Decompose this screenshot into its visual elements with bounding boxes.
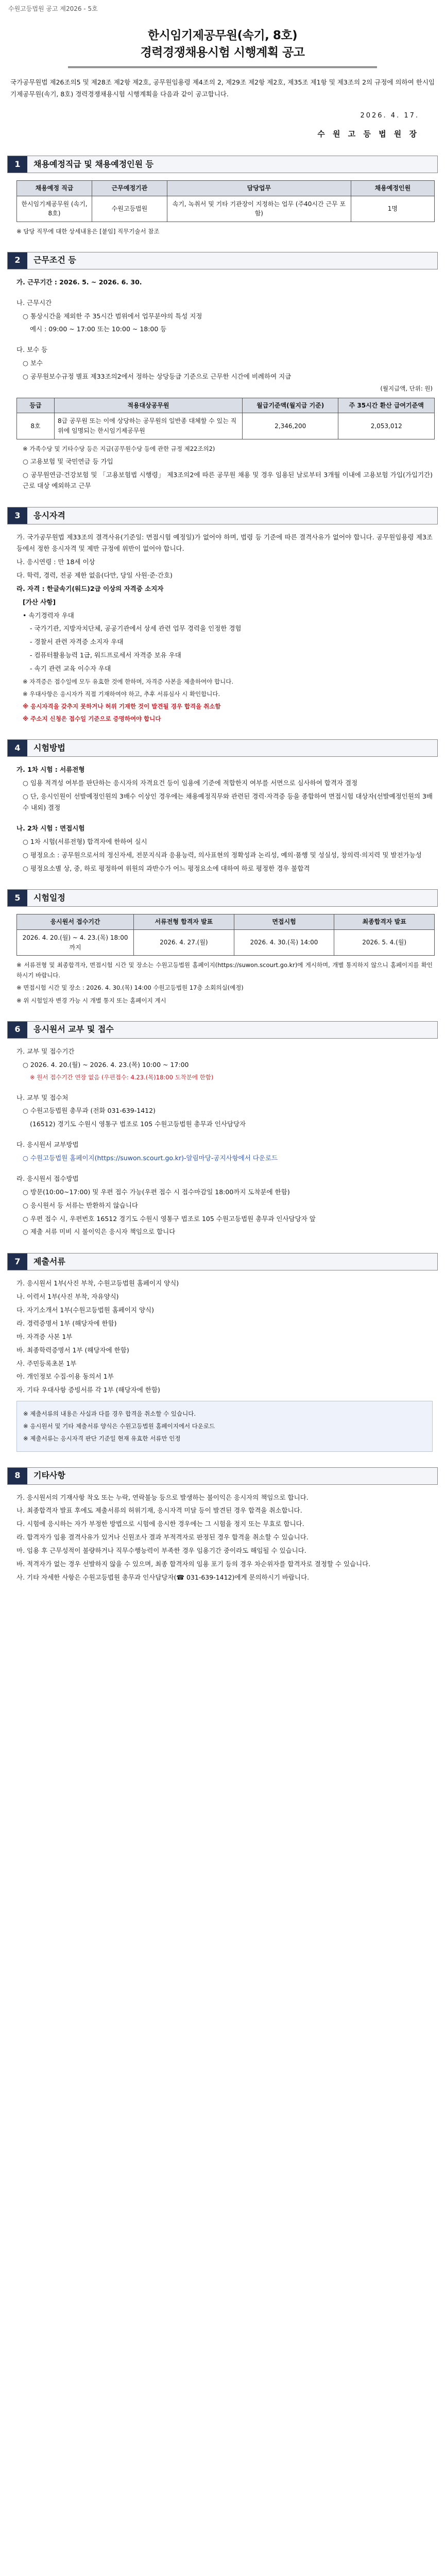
section-number: 6 <box>8 1022 27 1038</box>
table-header: 채용예정 직급 <box>17 180 92 196</box>
paragraph: 다. 응시원서 교부방법 <box>16 1141 79 1149</box>
section-note: ※ 담당 직무에 대한 상세내용은 [붙임] 직무기술서 참조 <box>16 227 160 235</box>
table-row <box>17 413 435 439</box>
title-line-1: 한시임기제공무원(속기, 8호) <box>147 28 298 42</box>
table-header: 등급 <box>17 398 55 413</box>
title-block <box>68 27 377 69</box>
section-header-3 <box>7 507 438 524</box>
notice-signer: 수 원 고 등 법 원 장 <box>317 129 419 139</box>
table-row <box>17 930 435 956</box>
paragraph: 다. 자기소개서 1부(수원고등법원 홈페이지 양식) <box>16 1306 154 1314</box>
paragraph: (16512) 경기도 수원시 영통구 법조로 105 수원고등법원 총무과 인사담당자 <box>30 1120 246 1128</box>
paragraph: 바. 최종학력증명서 1부 (해당자에 한함) <box>16 1346 129 1354</box>
paragraph: - 경찰서 관련 자격증 소지자 우대 <box>30 638 124 646</box>
section-title: 시험일정 <box>27 890 437 906</box>
paragraph: 나. 근무시간 <box>16 298 52 307</box>
table-cell: 2026. 4. 27.(월) <box>134 930 234 956</box>
table-cell: 수원고등법원 <box>92 196 167 222</box>
paragraph: ※ 면접시험 시간 및 장소 : 2026. 4. 30.(목) 14:00 수원고등법원 17층 소회의실(예정) <box>16 984 244 992</box>
section-title: 응시자격 <box>27 507 437 524</box>
table-header: 최종합격자 발표 <box>334 914 435 930</box>
notice-box <box>16 1401 433 1451</box>
section-header-7 <box>7 1253 438 1270</box>
table-cell: 1명 <box>351 196 434 222</box>
table-header: 주 35시간 환산 급여기준액 <box>338 398 435 413</box>
paragraph: ○ 고용보험 및 국민연금 등 가입 <box>23 457 113 465</box>
paragraph: ○ 임용 적격성 여부를 판단하는 응시자의 자격요건 등이 임용에 기준에 적합한지 여부를 서면으로 심사하여 합격자 결정 <box>23 779 358 787</box>
paragraph: ※ 원서 접수기간 연장 없음 (우편접수: 4.23.(목)18:00 도착분에 한함) <box>30 1074 214 1081</box>
section-title: 응시원서 교부 및 접수 <box>27 1022 437 1038</box>
table-cell: 속기, 녹취서 및 기타 기관장이 지정하는 업무 (주40시간 근무 포함) <box>167 196 351 222</box>
section-number: 8 <box>8 1468 27 1484</box>
section-title: 채용예정직급 및 채용예정인원 등 <box>27 156 437 173</box>
paragraph: 가. 응시원서 1부(사진 부착, 수원고등법원 홈페이지 양식) <box>16 1279 179 1287</box>
paragraph: ○ 우편 접수 시, 우편번호 16512 경기도 수원시 영통구 법조로 105 수원고등법원 총무과 인사담당자 앞 <box>23 1214 316 1223</box>
paragraph: 가. 1차 시험 : 서류전형 <box>16 766 85 774</box>
paragraph: ○ 제출 서류 미비 시 불이익은 응시자 책임으로 합니다 <box>23 1228 176 1236</box>
paragraph: - 국가기관, 지방자치단체, 공공기관에서 상세 관련 업무 경력을 인정한 경험 <box>30 624 242 633</box>
paragraph: [가산 사항] <box>23 598 56 606</box>
paragraph: • 속기경력자 우대 <box>23 611 74 619</box>
paragraph: 가. 국가공무원법 제33조의 결격사유(기준일: 면접시험 예정일)가 없어야 하며, 법령 등 기준에 따른 결격사유가 없어야 합니다. 공무원임용령 제3조 등에서 정한 응시자격 및 제반 규정에 위반이 없어야 합니다. <box>16 533 433 553</box>
paragraph: ※ 응시원서 및 기타 제출서류 양식은 수원고등법원 홈페이지에서 다운로드 <box>23 1422 215 1430</box>
paragraph: ○ 단, 응시인원이 선발예정인원의 3배수 이상인 경우에는 채용예정직무와 관련된 경력·자격증 등을 종합하여 면접시험 대상자(선발예정인원의 3배수 내외) 결정 <box>23 792 433 812</box>
paragraph: 예시 : 09:00 ~ 17:00 또는 10:00 ~ 18:00 등 <box>30 325 167 333</box>
table-cell: 8호 <box>17 413 55 439</box>
section-header-2 <box>7 252 438 269</box>
paragraph: ○ 수원고등법원 총무과 (전화 031-639-1412) <box>23 1107 156 1115</box>
table-header-row <box>17 398 435 413</box>
section-title: 근무조건 등 <box>27 252 437 269</box>
paragraph: ※ 자격증은 접수일에 모두 유효한 것에 한하며, 자격증 사본을 제출하여야 합니다. <box>23 677 233 685</box>
notice-number: 수원고등법원 공고 제2026 - 5호 <box>8 5 98 12</box>
paragraph: 라. 경력증명서 1부 (해당자에 한함) <box>16 1319 117 1327</box>
paragraph: 나. 2차 시험 : 면접시험 <box>16 824 85 832</box>
paragraph: ※ 위 시험일자 변경 가능 시 개별 통지 또는 홈페이지 게시 <box>16 996 166 1004</box>
table-header: 면접시험 <box>234 914 334 930</box>
position-table <box>16 180 435 222</box>
paragraph: ○ 응시원서 등 서류는 반환하지 않습니다 <box>23 1201 138 1209</box>
paragraph: 가. 근무기간 : 2026. 5. ~ 2026. 6. 30. <box>16 278 142 286</box>
paragraph: 아. 개인정보 수집·이용 동의서 1부 <box>16 1372 114 1381</box>
section-number: 7 <box>8 1253 27 1270</box>
schedule-table <box>16 914 435 956</box>
table-header-row <box>17 914 435 930</box>
paragraph: 라. 응시원서 접수방법 <box>16 1174 79 1182</box>
paragraph: 다. 시험에 응시하는 자가 부정한 방법으로 시험에 응시한 경우에는 그 시험을 정지 또는 무효로 합니다. <box>16 1520 304 1528</box>
paragraph: - 컴퓨터활용능력 1급, 워드프로세서 자격증 보유 우대 <box>30 651 181 659</box>
table-cell: 2026. 4. 30.(목) 14:00 <box>234 930 334 956</box>
section-header-5 <box>7 889 438 907</box>
paragraph: 바. 적격자가 없는 경우 선발하지 않을 수 있으며, 최종 합격자의 임용 포기 등의 경우 차순위자를 합격자로 결정할 수 있습니다. <box>16 1560 371 1568</box>
paragraph: 나. 교부 및 접수처 <box>16 1093 69 1101</box>
section-number: 2 <box>8 252 27 269</box>
paragraph: ○ 평정요소 : 공무원으로서의 정신자세, 전문지식과 응용능력, 의사표현의 정확성과 논리성, 예의·품행 및 성실성, 창의력·의지력 및 발전가능성 <box>23 851 422 859</box>
table-header: 담당업무 <box>167 180 351 196</box>
paragraph: ※ 제출서류의 내용은 사실과 다를 경우 합격을 취소할 수 있습니다. <box>23 1410 196 1418</box>
table-header: 적용대상공무원 <box>54 398 242 413</box>
table-cell: 2,346,200 <box>242 413 338 439</box>
paragraph: 자. 기타 우대사항 증빙서류 각 1부 (해당자에 한함) <box>16 1386 160 1394</box>
paragraph: 가. 교부 및 접수기간 <box>16 1047 75 1055</box>
section-title: 시험방법 <box>27 740 437 756</box>
section-header-4 <box>7 739 438 757</box>
table-row <box>17 196 435 222</box>
paragraph: 마. 자격증 사본 1부 <box>16 1332 73 1341</box>
section-header-8 <box>7 1467 438 1485</box>
pay-table <box>16 398 435 439</box>
table-header: 월급기준액(월지급 기준) <box>242 398 338 413</box>
paragraph: 마. 임용 후 근무성적이 불량하거나 직무수행능력이 부족한 경우 임용기간 중이라도 해임될 수 있습니다. <box>16 1547 306 1555</box>
paragraph: ○ 방문(10:00~17:00) 및 우편 접수 가능(우편 접수 시 접수마감일 18:00까지 도착분에 한함) <box>23 1188 290 1196</box>
table-cell: 8급 공무원 또는 이에 상당하는 공무원의 일반종 대체할 수 있는 직위에 임명되는 한시임기제공무원 <box>54 413 242 439</box>
intro-paragraph: 국가공무원법 제26조의5 및 제28조 제2항 제2호, 공무원임용령 제4조의 2, 제29조 제2항 제2호, 제35조 제1항 및 제3조의 2의 규정에 의하여 한시임기제공무원(속기, 8호) 경력경쟁채용시험 시행계획을 다음과 같이 공고합니다. <box>10 78 435 98</box>
paragraph: ○ 공무원보수규정 별표 제33조의2에서 정하는 상당등급 기준으로 근무한 시간에 비례하여 지급 <box>23 372 292 381</box>
table-header: 서류전형 합격자 발표 <box>134 914 234 930</box>
section-header-1 <box>7 156 438 173</box>
table-cell: 2,053,012 <box>338 413 435 439</box>
section-number: 3 <box>8 507 27 524</box>
paragraph: ※ 서류전형 및 최종합격자, 면접시험 시간 및 장소는 수원고등법원 홈페이지(https://suwon.scourt.go.kr)에 게시하며, 개별 통지하지 않으니 홈페이지를 확인하시기 바랍니다. <box>16 961 433 979</box>
section-number: 4 <box>8 740 27 756</box>
paragraph: 가. 응시원서의 기재사항 착오 또는 누락, 연락불능 등으로 발생하는 불이익은 응시자의 책임으로 합니다. <box>16 1493 309 1501</box>
paragraph: 다. 학력, 경력, 전공 제한 없음(다만, 당일 사원·준·간호) <box>16 571 173 579</box>
table-cell: 2026. 4. 20.(월) ~ 4. 23.(목) 18:00까지 <box>17 930 134 956</box>
paragraph: ○ 평정요소별 상, 중, 하로 평정하여 위원의 과반수가 어느 평정요소에 대하여 하로 평정한 경우 불합격 <box>23 864 310 872</box>
paragraph: 사. 기타 자세한 사항은 수원고등법원 총무과 인사담당자(☎ 031-639-1412)에게 문의하시기 바랍니다. <box>16 1573 310 1581</box>
paragraph: ※ 가족수당 및 기타수당 등은 지급(공무원수당 등에 관한 규정 제22조의2) <box>23 445 215 452</box>
paragraph: ○ 공무원연금·건강보험 및 「고용보험법 시행령」 제3조의2에 따른 공무원 채용 및 경우 임용된 날로부터 3개월 이내에 고용보험 가입(가입기간) 근로 대상 예외하고 근무 <box>23 470 433 490</box>
table-header: 채용예정인원 <box>351 180 434 196</box>
paragraph: ○ 1차 시험(서류전형) 합격자에 한하여 실시 <box>23 837 147 845</box>
paragraph: ○ 보수 <box>23 359 43 367</box>
paragraph: ※ 제출서류는 응시자격 판단 기준일 현재 유효한 서류만 인정 <box>23 1435 181 1443</box>
paragraph: 나. 이력서 1부(사진 부착, 자유양식) <box>16 1293 119 1301</box>
paragraph: ○ 2026. 4. 20.(월) ~ 2026. 4. 23.(목) 10:00 ~ 17:00 <box>23 1060 189 1069</box>
title-line-2: 경력경쟁채용시험 시행계획 공고 <box>140 45 305 59</box>
paragraph: 라. 자격 : 한글속기(워드)2급 이상의 자격증 소지자 <box>16 584 164 592</box>
table-header: 근무예정기관 <box>92 180 167 196</box>
table-header: 응시원서 접수기간 <box>17 914 134 930</box>
table-unit: (월지급액, 단위: 원) <box>380 384 433 392</box>
paragraph: ○ 통상시간을 제외한 주 35시간 범위에서 업무분야의 특성 지정 <box>23 312 202 320</box>
section-title: 기타사항 <box>27 1468 437 1484</box>
title-divider <box>68 66 377 68</box>
paragraph: - 속기 관련 교육 이수자 우대 <box>30 665 111 673</box>
paragraph: ○ 수원고등법원 홈페이지(https://suwon.scourt.go.kr)-알림마당-공지사항에서 다운로드 <box>23 1154 278 1162</box>
table-header-row <box>17 180 435 196</box>
section-title: 제출서류 <box>27 1253 437 1270</box>
paragraph: 라. 합격자가 임용 결격사유가 있거나 신원조사 결과 부적격자로 판정된 경우 합격을 취소할 수 있습니다. <box>16 1533 309 1541</box>
section-header-6 <box>7 1021 438 1039</box>
paragraph: ※ 주소지 신청은 접수일 기준으로 증명하여야 합니다 <box>23 715 161 723</box>
section-number: 5 <box>8 890 27 906</box>
paragraph: 나. 응시연령 : 만 18세 이상 <box>16 558 95 566</box>
table-cell: 2026. 5. 4.(월) <box>334 930 435 956</box>
notice-date: 2026. 4. 17. <box>360 111 419 120</box>
paragraph: 나. 최종합격자 발표 후에도 제출서류의 허위기재, 응시자격 미달 등이 발견된 경우 합격을 취소합니다. <box>16 1506 302 1515</box>
table-cell: 한시임기제공무원 (속기, 8호) <box>17 196 92 222</box>
paragraph: 사. 주민등록초본 1부 <box>16 1359 77 1367</box>
section-number: 1 <box>8 156 27 173</box>
paragraph: 다. 보수 등 <box>16 346 48 354</box>
paragraph: ※ 응시자격을 갖추지 못하거나 허위 기재한 것이 발견될 경우 합격을 취소함 <box>23 703 221 710</box>
paragraph: ※ 우대사항은 응시자가 직접 기재하여야 하고, 추후 서류심사 시 확인합니다. <box>23 690 220 698</box>
